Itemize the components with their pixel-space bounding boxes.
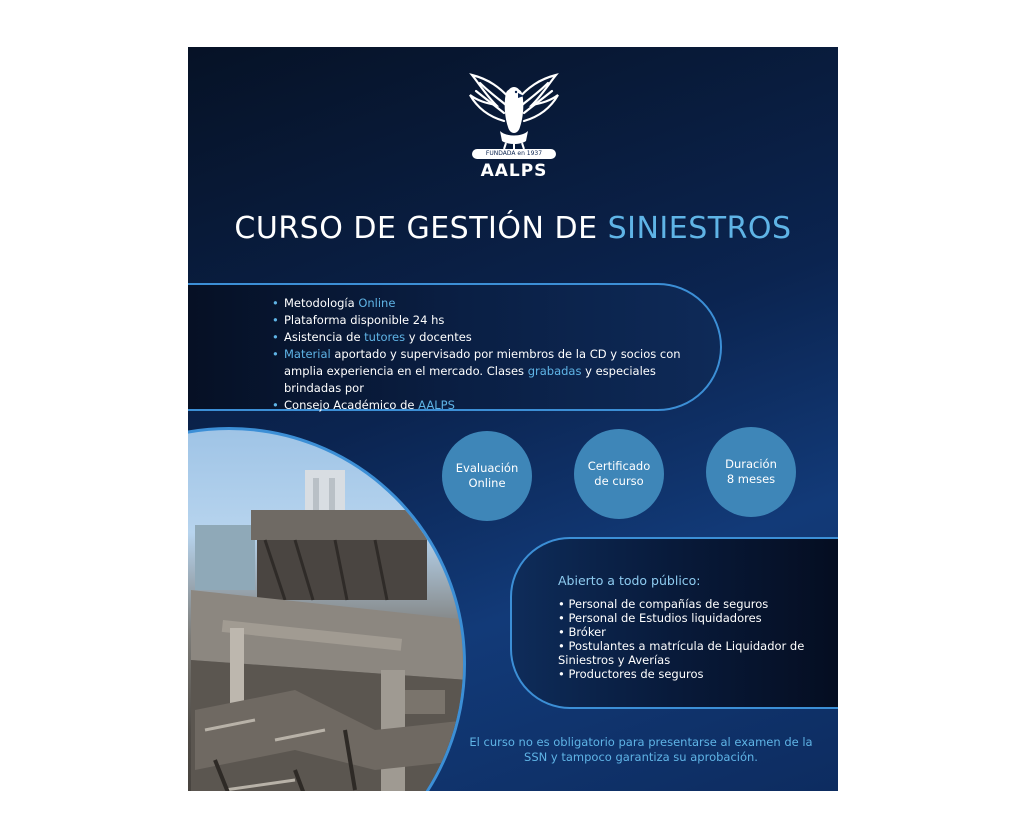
disclaimer-text: El curso no es obligatorio para presentarse al examen de la SSN y tampoco garantiza su aprobación. [469, 735, 813, 764]
title-main: CURSO DE GESTIÓN DE [234, 211, 608, 246]
course-poster [188, 47, 838, 791]
audience-item: • Personal de compañías de seguros [558, 597, 769, 611]
feature-item: • Asistencia de tutores y docentes [272, 329, 712, 346]
aalps-logo [466, 71, 562, 181]
features-panel [188, 283, 722, 411]
logo-founding-band: FUNDADA en 1937 [472, 149, 556, 159]
features-list [188, 285, 712, 414]
audience-heading: Abierto a todo público: [558, 573, 701, 588]
duration-circle: Duración 8 meses [706, 427, 796, 517]
ruins-illustration [188, 430, 466, 791]
certificate-circle: Certificado de curso [574, 429, 664, 519]
logo-name: AALPS [480, 161, 548, 181]
eagle-icon [466, 71, 562, 161]
evaluation-circle: Evaluación Online [442, 431, 532, 521]
feature-item: • Metodología Online [272, 295, 712, 312]
title-highlight: SINIESTROS [607, 211, 792, 246]
audience-item: • Postulantes a matrícula de Liquidador de Siniestros y Averías [558, 639, 805, 667]
feature-item: • Plataforma disponible 24 hs [272, 312, 712, 329]
feature-item: • Material aportado y supervisado por miembros de la CD y socios con amplia experiencia en el mercado. Clases grabadas y especiales brindadas por [272, 346, 712, 397]
audience-panel [510, 537, 838, 709]
audience-item: • Personal de Estudios liquidadores [558, 611, 762, 625]
fire-ruins-photo [188, 427, 466, 791]
audience-list [558, 597, 820, 681]
audience-item: • Bróker [558, 625, 606, 639]
audience-item: • Productores de seguros [558, 667, 704, 681]
feature-item: • Consejo Académico de AALPS [272, 397, 712, 414]
course-title [188, 211, 838, 246]
